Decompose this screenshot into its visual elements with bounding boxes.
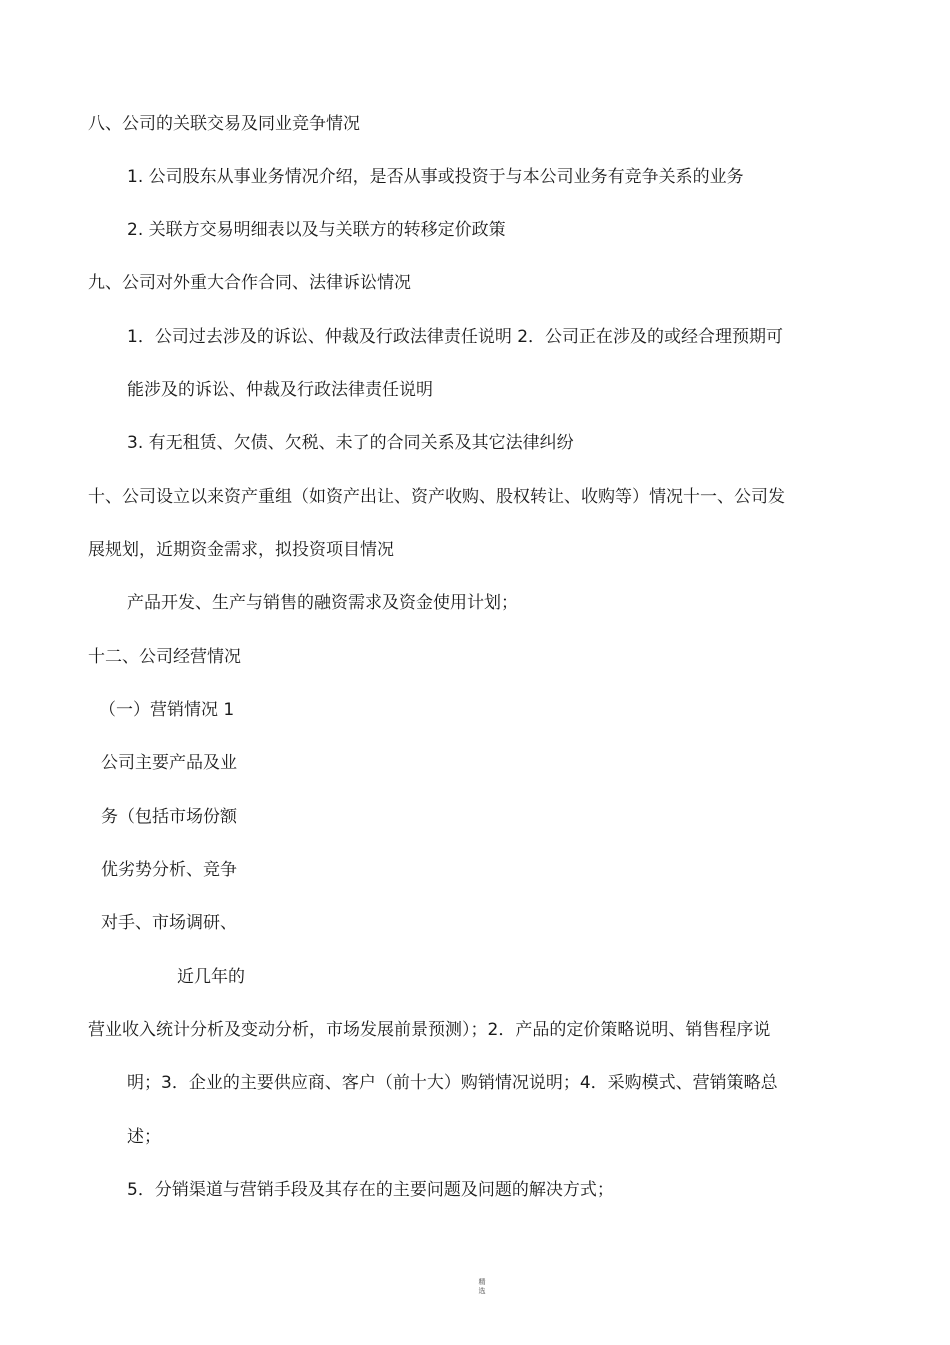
- marketing-fragment-2: 务（包括市场份额: [101, 807, 237, 827]
- page-footer: [0, 1278, 950, 1296]
- section-12-heading: 十二、公司经营情况: [88, 647, 241, 667]
- section-9-item-3: 3. 有无租赁、欠债、欠税、未了的合同关系及其它法律纠纷: [127, 433, 574, 453]
- section-11-body: 产品开发、生产与销售的融资需求及资金使用计划；: [127, 593, 518, 613]
- section-9-heading: 九、公司对外重大合作合同、法律诉讼情况: [88, 273, 411, 293]
- marketing-paragraph-line-2: 明；3．企业的主要供应商、客户（前十大）购销情况说明；4．采购模式、营销策略总: [127, 1073, 778, 1093]
- section-9-item-2-cont: 能涉及的诉讼、仲裁及行政法律责任说明: [127, 380, 433, 400]
- marketing-item-5: 5．分销渠道与营销手段及其存在的主要问题及问题的解决方式；: [127, 1180, 614, 1200]
- footer-char-1: 精: [478, 1278, 486, 1286]
- section-9-items-1-2: 1．公司过去涉及的诉讼、仲裁及行政法律责任说明 2．公司正在涉及的或经合理预期可: [127, 327, 784, 347]
- marketing-fragment-4: 对手、市场调研、: [101, 913, 237, 933]
- marketing-fragment-5: 近几年的: [177, 967, 245, 987]
- marketing-paragraph-line-3: 述；: [127, 1127, 161, 1147]
- section-8-item-1: 1. 公司股东从事业务情况介绍，是否从事或投资于与本公司业务有竞争关系的业务: [127, 167, 744, 187]
- section-11-heading-cont: 展规划，近期资金需求，拟投资项目情况: [88, 540, 394, 560]
- section-8-heading: 八、公司的关联交易及同业竞争情况: [88, 114, 360, 134]
- marketing-fragment-1: 公司主要产品及业: [101, 753, 237, 773]
- section-12-subheading-marketing: （一）营销情况 1: [99, 700, 235, 720]
- marketing-fragment-3: 优劣势分析、竞争: [101, 860, 237, 880]
- section-8-item-2: 2. 关联方交易明细表以及与关联方的转移定价政策: [127, 220, 506, 240]
- section-10-11-heading: 十、公司设立以来资产重组（如资产出让、资产收购、股权转让、收购等）情况十一、公司发: [88, 487, 785, 507]
- footer-char-2: 选: [478, 1287, 486, 1295]
- marketing-paragraph-line-1: 营业收入统计分析及变动分析，市场发展前景预测）；2．产品的定价策略说明、销售程序说: [88, 1020, 771, 1040]
